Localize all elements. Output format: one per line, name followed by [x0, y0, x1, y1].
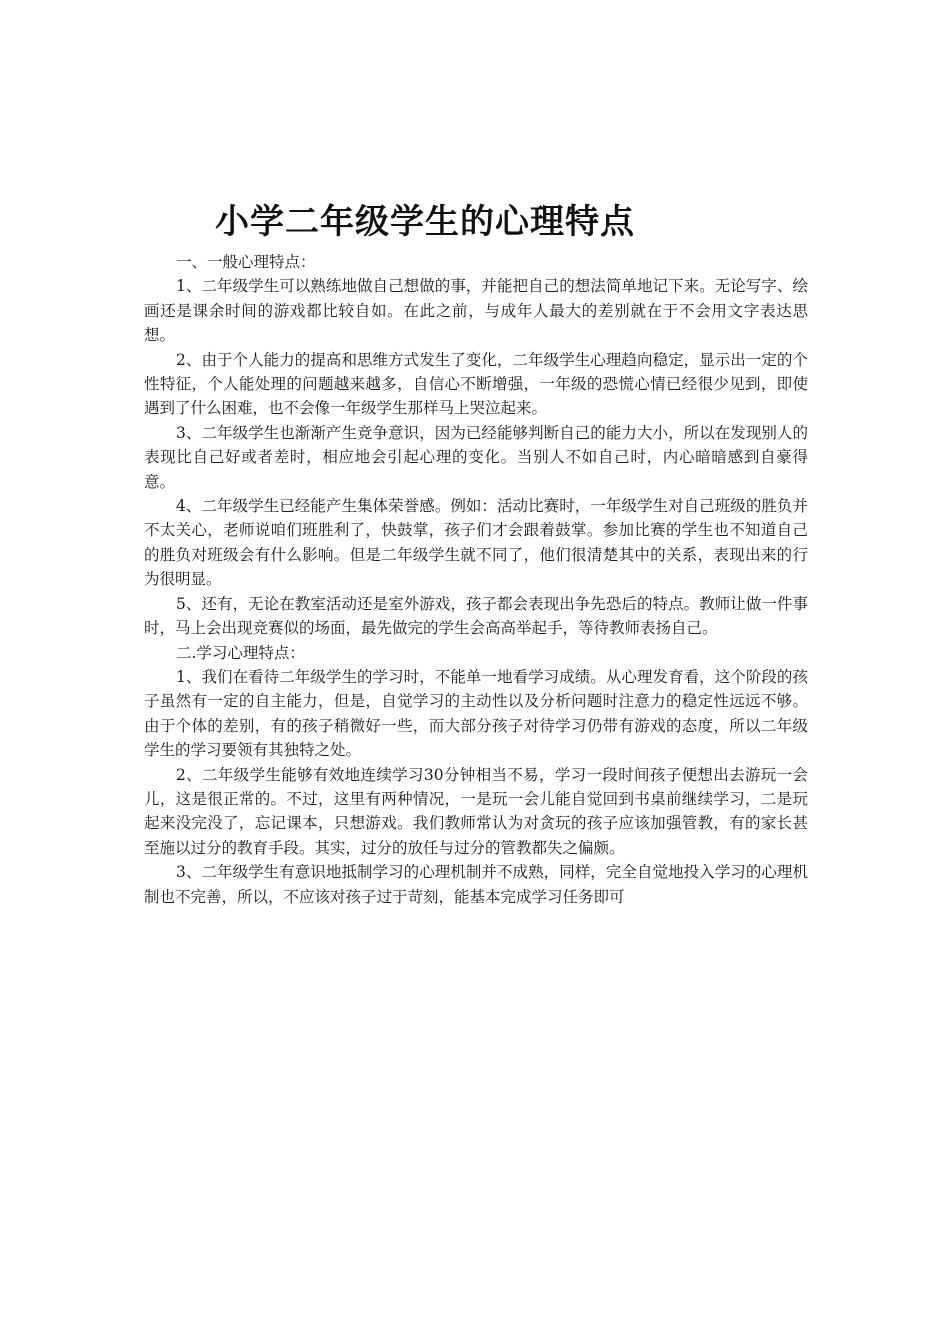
paragraph: 1、我们在看待二年级学生的学习时，不能单一地看学习成绩。从心理发育看，这个阶段的孩子虽然有一定的自主能力，但是，自觉学习的主动性以及分析问题时注意力的稳定性远远不够。由于个体的差别，有的孩子稍微好一些，而大部分孩子对待学习仍带有游戏的态度，所以二年级学生的学习要领有其独特之处。 [144, 667, 808, 760]
paragraph: 2、由于个人能力的提高和思维方式发生了变化，二年级学生心理趋向稳定，显示出一定的个性特征，个人能处理的问题越来越多，自信心不断增强，一年级的恐慌心情已经很少见到，即使遇到了什么困难，也不会像一年级学生那样马上哭泣起来。 [144, 350, 808, 418]
paragraph: 2、二年级学生能够有效地连续学习30分钟相当不易，学习一段时间孩子便想出去游玩一会儿，这是很正常的。不过，这里有两种情况，一是玩一会儿能自觉回到书桌前继续学习，二是玩起来没完没了，忘记课本，只想游戏。我们教师常认为对贪玩的孩子应该加强管教，有的家长甚至施以过分的教育手段。其实，过分的放任与过分的管教都失之偏颇。 [144, 765, 808, 857]
section-heading-learning: 二.学习心理特点： [176, 643, 305, 662]
document-title: 小学二年级学生的心理特点 [215, 202, 635, 242]
section-heading-general: 一、一般心理特点： [176, 253, 316, 271]
paragraph: 1、二年级学生可以熟练地做自己想做的事，并能把自己的想法简单地记下来。无论写字、绘画还是课余时间的游戏都比较自如。在此之前，与成年人最大的差别就在于不会用文字表达思想。 [144, 277, 808, 345]
document-body [144, 250, 808, 909]
paragraph: 4、二年级学生已经能产生集体荣誉感。例如：活动比赛时，一年级学生对自己班级的胜负并不太关心，老师说咱们班胜利了，快鼓掌，孩子们才会跟着鼓掌。参加比赛的学生也不知道自己的胜负对班级会有什么影响。但是二年级学生就不同了，他们很清楚其中的关系，表现出来的行为很明显。 [144, 497, 808, 589]
paragraph: 3、二年级学生也渐渐产生竞争意识，因为已经能够判断自己的能力大小，所以在发现别人的表现比自己好或者差时，相应地会引起心理的变化。当别人不如自己时，内心暗暗感到自豪得意。 [144, 423, 808, 491]
paragraph: 3、二年级学生有意识地抵制学习的心理机制并不成熟，同样，完全自觉地投入学习的心理机制也不完善，所以，不应该对孩子过于苛刻，能基本完成学习任务即可 [144, 863, 808, 906]
paragraph: 5、还有，无论在教室活动还是室外游戏，孩子都会表现出争先恐后的特点。教师让做一件事时，马上会出现竞赛似的场面，最先做完的学生会高高举起手，等待教师表扬自己。 [144, 594, 808, 638]
